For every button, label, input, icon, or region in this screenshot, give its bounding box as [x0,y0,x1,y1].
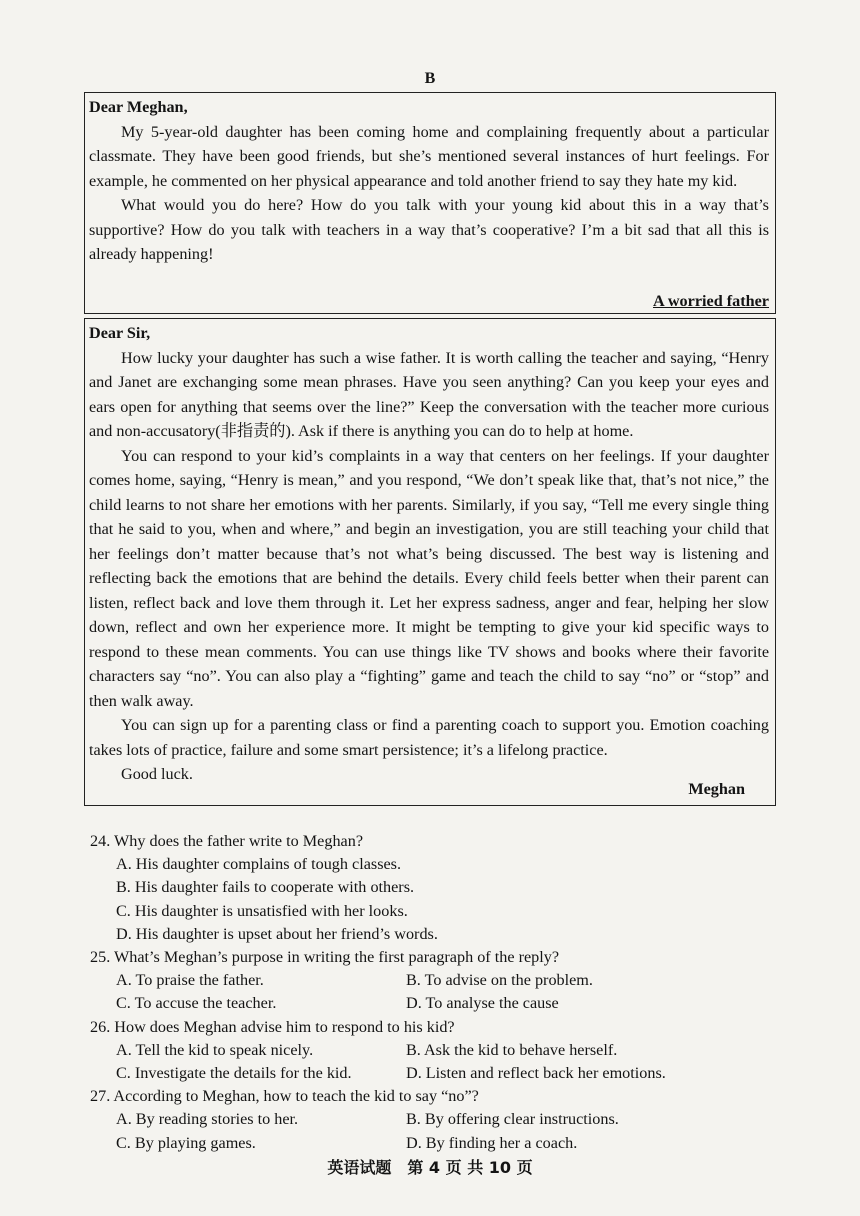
question-stem: 26. How does Meghan advise him to respond to his kid? [90,1017,455,1036]
reply-signature: Meghan [688,779,745,798]
option-c: C. By playing games. [116,1133,256,1152]
letter-signature: A worried father [653,291,769,310]
question-stem: 24. Why does the father write to Meghan? [90,832,364,850]
letter-paragraph: My 5-year-old daughter has been coming home and complaining frequently about a particular classmate. They have been good friends, but she’s mentioned several instances of hurt feelings. For example, he commented on her physical appearance and told another friend to say they hate my kid. [89,122,769,190]
reply-closing: Good luck. [121,765,193,783]
question-26 [90,1016,770,1086]
option-c: C. His daughter is unsatisfied with her looks. [116,901,408,920]
question-stem: 25. What’s Meghan’s purpose in writing the first paragraph of the reply? [90,948,560,967]
reply-paragraph: You can respond to your kid’s complaints in a way that centers on her feelings. If your daughter comes home, saying, “Henry is mean,” and you respond, “We don’t speak like that, that’s not nice,” the child learns to not share her emotions with her parents. Similarly, if you say, “Tell me every single thing that he said to you, when and where,” and begin an investigation, you are still teaching your child that her feelings don’t matter because that’s not what’s being discussed. The best way is listening and reflecting back the emotions that are behind the details. Every child feels better when their parent can listen, reflect back and love them through it. Let her express sadness, anger and fear, helping her slow down, reflect and own her experience more. It might be tempting to give your kid specific ways to respond to these mean comments. You can use things like TV shows and books where their favorite characters say “no”. You can also play a “fighting” game and teach the child to say “no” or “stop” and then walk away. [89,446,769,710]
option-a: A. To praise the father. [116,971,264,990]
option-a: A. His daughter complains of tough classes. [116,855,402,874]
letter-from-father [84,92,776,314]
option-d: D. To analyse the cause [406,994,559,1013]
option-c: C. To accuse the teacher. [116,994,277,1013]
option-d: D. His daughter is upset about her friend’s words. [116,924,438,943]
letter-salutation: Dear Meghan, [89,98,188,116]
reply-paragraph: You can sign up for a parenting class or find a parenting coach to support you. Emotion coaching takes lots of practice, failure and some smart persistence; it’s a lifelong practice. [89,716,769,759]
option-d: D. Listen and reflect back her emotions. [406,1064,666,1083]
option-a: A. Tell the kid to speak nicely. [116,1040,314,1059]
option-c: C. Investigate the details for the kid. [116,1064,352,1083]
letter-paragraph: What would you do here? How do you talk with your young kid about this in a way that’s supportive? How do you talk with teachers in a way that’s cooperative? I’m a bit sad that all this is already happening! [89,196,769,263]
option-b: B. Ask the kid to behave herself. [406,1040,618,1059]
question-24 [90,830,770,946]
option-b: B. By offering clear instructions. [406,1110,619,1129]
page-footer: 英语试题 第 4 页 共 10 页 [327,1158,533,1177]
question-list [90,830,770,1155]
option-d: D. By finding her a coach. [406,1133,578,1152]
question-25 [90,946,770,1016]
option-a: A. By reading stories to her. [116,1110,299,1129]
reply-salutation: Dear Sir, [89,324,151,342]
option-b: B. His daughter fails to cooperate with others. [116,878,415,897]
section-label: B [424,70,436,87]
option-b: B. To advise on the problem. [406,971,593,990]
reply-from-meghan [84,318,776,806]
reply-paragraph: How lucky your daughter has such a wise father. It is worth calling the teacher and saying, “Henry and Janet are exchanging some mean phrases. Have you seen anything? Can you keep your eyes and ears open for anything that seems over the line?” Keep the conversation with the teacher more curious and non-accusatory(非指责的). Ask if there is anything you can do to help at home. [89,348,769,440]
question-stem: 27. According to Meghan, how to teach the kid to say “no”? [90,1087,479,1106]
question-27 [90,1085,770,1155]
